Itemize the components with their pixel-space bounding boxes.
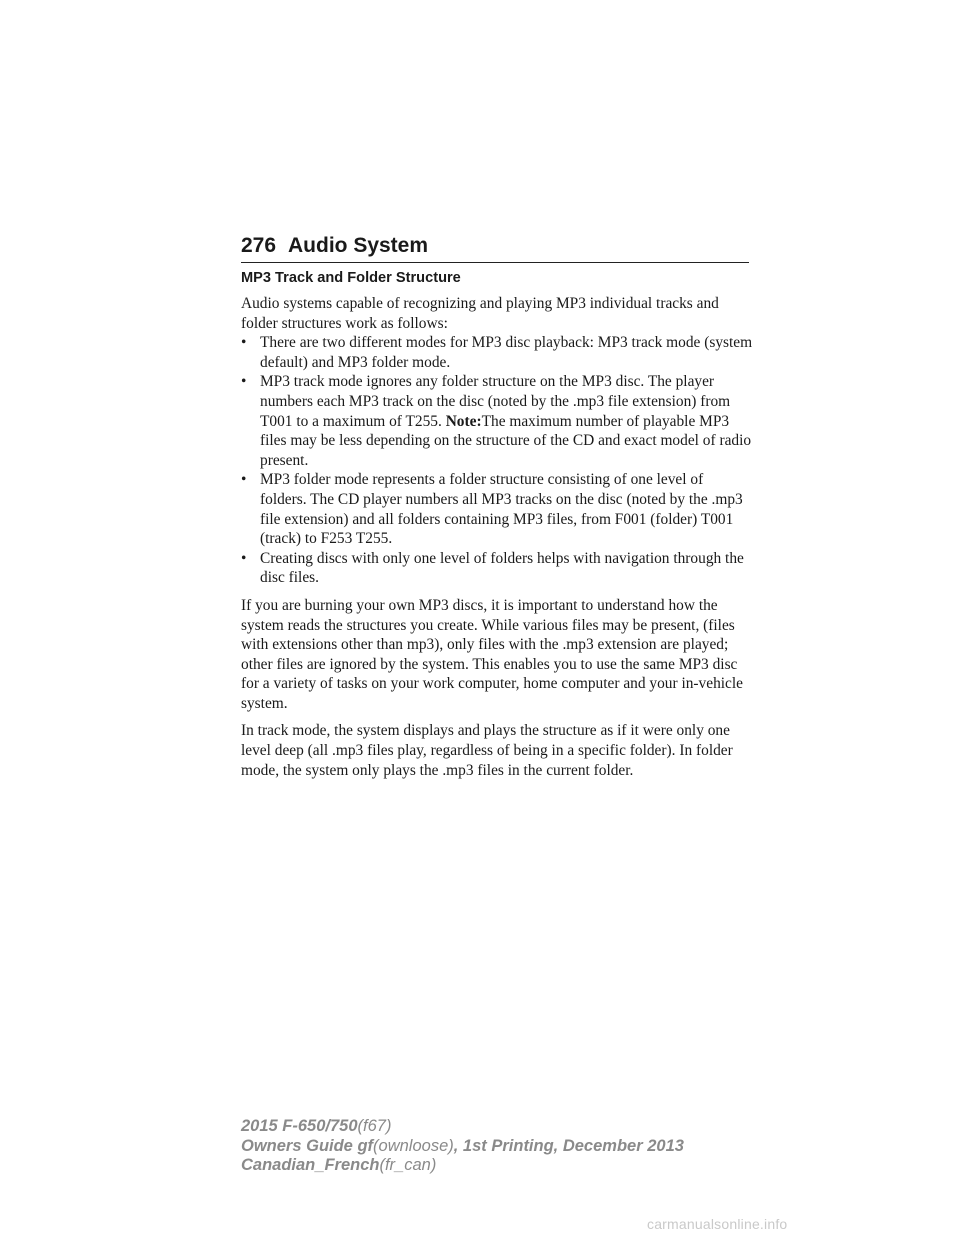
footer-model: 2015 F-650/750 bbox=[241, 1117, 358, 1135]
list-item bbox=[241, 549, 753, 588]
list-item-text: Creating discs with only one level of folders helps with navigation through the disc files. bbox=[260, 549, 744, 587]
burning-paragraph: If you are burning your own MP3 discs, it is important to understand how the system reads the structures you create. While various files may be present, (files with extensions other than mp3), only files with the .mp3 extension are played; other files are ignored by the system. This enables you to use the same MP3 disc for a variety of tasks on your work computer, home computer and your in-vehicle system. bbox=[241, 596, 743, 712]
bullet-list bbox=[241, 333, 753, 588]
list-item bbox=[241, 470, 753, 548]
footer-line-guide bbox=[241, 1137, 684, 1157]
list-item bbox=[241, 333, 753, 372]
footer-line-language bbox=[241, 1156, 684, 1176]
intro-paragraph: Audio systems capable of recognizing and playing MP3 individual tracks and folder structures work as follows: bbox=[241, 295, 719, 332]
footer-language-code: (fr_can) bbox=[379, 1156, 437, 1175]
section-title: Audio System bbox=[288, 234, 429, 257]
page-content bbox=[241, 268, 753, 788]
bullet-glyph: • bbox=[241, 549, 247, 567]
note-label: Note: bbox=[445, 412, 482, 430]
list-item-text: MP3 folder mode represents a folder structure consisting of one level of folders. The CD player numbers all MP3 tracks on the disc (noted by the .mp3 file extension) and all folders containing MP3 files, from F001 (folder) T001 (track) to F253 T255. bbox=[260, 471, 743, 548]
document-footer bbox=[241, 1117, 684, 1176]
watermark: carmanualsonline.info bbox=[647, 1216, 788, 1232]
bullet-glyph: • bbox=[241, 471, 247, 489]
bullet-glyph: • bbox=[241, 373, 247, 391]
subheading: MP3 Track and Folder Structure bbox=[241, 270, 461, 286]
footer-guide: Owners Guide gf bbox=[241, 1136, 374, 1155]
note-text: The maximum number of playable MP3 files may be less depending on the structure of the CD and exact model of radio present. bbox=[260, 412, 752, 469]
track-mode-paragraph: In track mode, the system displays and plays the structure as if it were only one level deep (all .mp3 files play, regardless of being in a specific folder). In folder mode, the system only plays the .mp3 files in the current folder. bbox=[241, 722, 733, 779]
list-item-text: MP3 track mode ignores any folder structure on the MP3 disc. The player numbers each MP3 track on the disc (noted by the .mp3 file extension) from T001 to a maximum of T255. bbox=[260, 373, 731, 430]
footer-language: Canadian_French bbox=[241, 1156, 380, 1175]
bullet-glyph: • bbox=[241, 334, 247, 352]
list-item bbox=[241, 372, 753, 470]
footer-line-model bbox=[241, 1117, 684, 1137]
footer-guide-code: (ownloose) bbox=[373, 1136, 454, 1155]
page-header bbox=[241, 228, 749, 263]
footer-printing: , 1st Printing, December 2013 bbox=[453, 1136, 684, 1155]
footer-model-code: (f67) bbox=[357, 1117, 392, 1135]
list-item-text: There are two different modes for MP3 disc playback: MP3 track mode (system default) and MP3 folder mode. bbox=[260, 334, 753, 371]
page-number: 276 bbox=[241, 234, 277, 257]
